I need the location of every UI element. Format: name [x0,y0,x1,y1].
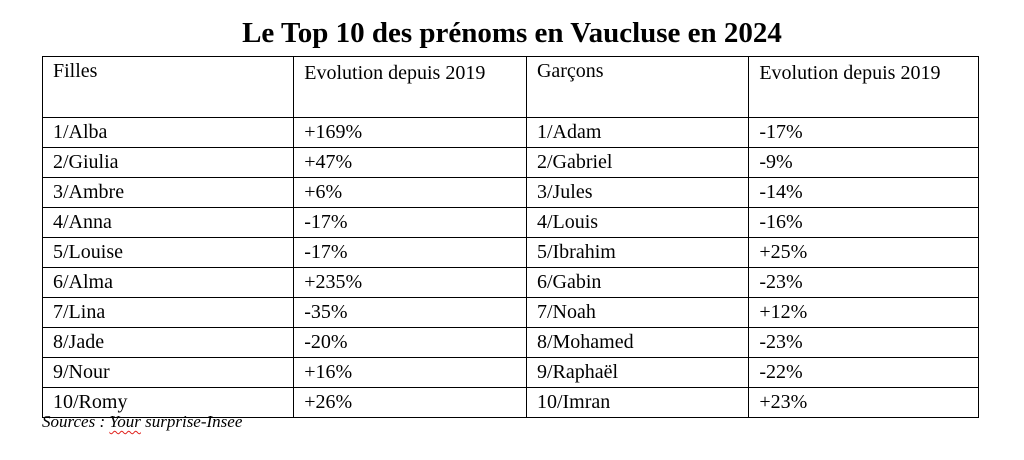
table-row [43,268,979,298]
names-table [42,56,979,418]
boy-name-cell: 1/Adam [526,118,748,148]
girl-name-cell: 8/Jade [43,328,294,358]
table-row [43,178,979,208]
boy-evolution-cell: +25% [749,238,979,268]
table-row [43,328,979,358]
girl-evolution-cell: +47% [294,148,527,178]
girl-name-cell: 9/Nour [43,358,294,388]
girl-name-cell: 5/Louise [43,238,294,268]
girl-name-cell: 4/Anna [43,208,294,238]
table-row [43,118,979,148]
header-row [43,57,979,118]
sources-note [42,411,242,433]
boy-evolution-cell: -14% [749,178,979,208]
header-boys: Garçons [526,57,748,118]
girl-evolution-cell: +16% [294,358,527,388]
boy-name-cell: 9/Raphaël [526,358,748,388]
boy-evolution-cell: -23% [749,328,979,358]
girl-evolution-cell: +6% [294,178,527,208]
boy-evolution-cell: +23% [749,388,979,418]
header-boys-evolution: Evolution depuis 2019 [749,57,979,118]
sources-prefix: Sources : [42,412,110,431]
table-row [43,238,979,268]
boy-name-cell: 2/Gabriel [526,148,748,178]
boy-name-cell: 5/Ibrahim [526,238,748,268]
girl-evolution-cell: -17% [294,238,527,268]
girl-evolution-cell: -20% [294,328,527,358]
girl-name-cell: 7/Lina [43,298,294,328]
boy-evolution-cell: -23% [749,268,979,298]
table-row [43,358,979,388]
boy-name-cell: 10/Imran [526,388,748,418]
boy-name-cell: 3/Jules [526,178,748,208]
table-row [43,148,979,178]
boy-evolution-cell: -16% [749,208,979,238]
table-body [43,118,979,418]
girl-name-cell: 3/Ambre [43,178,294,208]
boy-evolution-cell: +12% [749,298,979,328]
header-girls: Filles [43,57,294,118]
girl-name-cell: 1/Alba [43,118,294,148]
girl-name-cell: 6/Alma [43,268,294,298]
boy-name-cell: 8/Mohamed [526,328,748,358]
boy-evolution-cell: -9% [749,148,979,178]
header-girls-evolution: Evolution depuis 2019 [294,57,527,118]
boy-evolution-cell: -17% [749,118,979,148]
boy-name-cell: 7/Noah [526,298,748,328]
table-row [43,208,979,238]
girl-name-cell: 2/Giulia [43,148,294,178]
girl-evolution-cell: +235% [294,268,527,298]
girl-evolution-cell: -17% [294,208,527,238]
girl-evolution-cell: +26% [294,388,527,418]
boy-evolution-cell: -22% [749,358,979,388]
sources-underlined-word: Your [109,412,141,431]
girl-name-cell: 10/Romy [43,388,294,418]
table-header [43,57,979,118]
sources-suffix: surprise-Insee [140,412,243,431]
boy-name-cell: 4/Louis [526,208,748,238]
girl-evolution-cell: +169% [294,118,527,148]
girl-evolution-cell: -35% [294,298,527,328]
boy-name-cell: 6/Gabin [526,268,748,298]
page-title: Le Top 10 des prénoms en Vaucluse en 2024 [242,17,782,49]
table-row [43,298,979,328]
